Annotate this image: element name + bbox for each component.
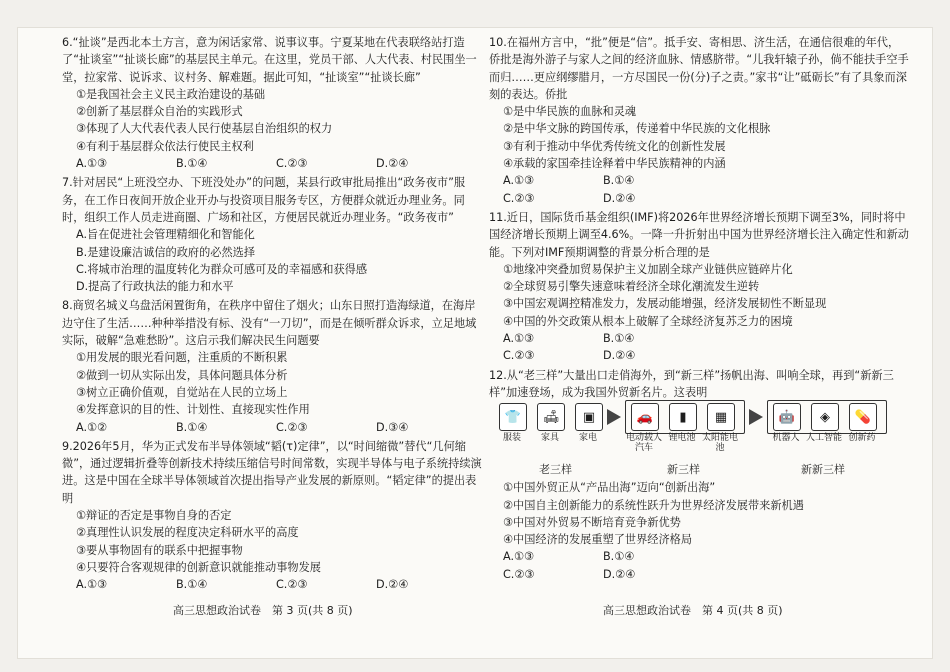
answer-choices — [489, 347, 909, 364]
trade-evolution-diagram — [489, 403, 909, 477]
option-3: ③树立正确价值观，自觉站在人民的立场上 — [76, 385, 288, 399]
answer-choices — [62, 576, 482, 593]
choice-d: D.②④ — [376, 157, 409, 171]
icon-label: 太阳能电池 — [701, 433, 738, 454]
option-1: ①是我国社会主义民主政治建设的基础 — [76, 87, 266, 101]
option-4: ④承载的家国牵挂诠释着中华民族精神的内涵 — [503, 157, 726, 171]
answer-choices — [489, 190, 909, 207]
question-stem: 6.“扯谈”是西北本土方言，意为闲话家常、说事议事。宁夏某地在代表联络站打造了“扯谈室”“扯谈长廊”的基层民主单元。在这里，党员干部、人大代表、村民围坐一堂，拉家常、说诉求、议村务、解难题。据此可知，“扯谈室”“扯谈长廊” — [62, 36, 477, 84]
medicine-icon: 💊 — [849, 403, 877, 431]
choice-b: B.①④ — [176, 420, 208, 434]
robot-icon: 🤖 — [773, 403, 801, 431]
choice-b: B.①④ — [176, 157, 208, 171]
option-3: ③中国对外贸易不断培育竞争新优势 — [503, 515, 681, 529]
icon-label: 家具 — [540, 433, 559, 444]
choice-a: A.①③ — [503, 550, 535, 564]
answer-choices — [489, 548, 909, 565]
answer-choices — [489, 172, 909, 189]
icon-label: 电动载人汽车 — [625, 433, 662, 454]
question-6 — [62, 34, 482, 172]
arrow-icon — [749, 409, 763, 425]
choice-d: D.②④ — [376, 578, 409, 592]
group-label-new: 新三样 — [667, 463, 700, 477]
option-3: ③体现了人大代表代表人民行使基层自治组织的权力 — [76, 122, 333, 136]
choice-a: A.①② — [76, 420, 108, 434]
choice-d: D.②④ — [603, 349, 636, 363]
choice-c: C.②③ — [503, 567, 535, 581]
exam-sheet — [18, 28, 932, 658]
question-8 — [62, 297, 482, 435]
question-10 — [489, 34, 909, 207]
option-2: ②做到一切从实际出发，具体问题具体分析 — [76, 368, 288, 382]
question-7 — [62, 174, 482, 295]
icon-label: 机器人 — [772, 433, 800, 444]
question-stem: 7.针对居民“上班没空办、下班没处办”的问题，某县行政审批局推出“政务夜市”服务，在工作日夜间开放企业开办与投资项目服务专区，方便群众就近办理业务。同时，组织工作人员走进商圈、广场和社区，方便居民就近办理业务。“政务夜市” — [62, 176, 466, 224]
left-page — [62, 34, 482, 596]
choice-b: B.①④ — [176, 578, 208, 592]
solar-panel-icon: ▦ — [707, 403, 735, 431]
icon-label: 创新药 — [848, 433, 876, 444]
clothing-icon: 👕 — [499, 403, 527, 431]
question-12 — [489, 367, 909, 583]
choice-c: C.②③ — [276, 420, 308, 434]
ai-chip-icon: ◈ — [811, 403, 839, 431]
option-4: ④有利于基层群众依法行使民主权利 — [76, 139, 254, 153]
appliance-icon: ▣ — [575, 403, 603, 431]
choice-a: A.①③ — [76, 157, 108, 171]
choice-c: C.②③ — [276, 578, 308, 592]
option-4: ④发挥意识的目的性、计划性、直接现实性作用 — [76, 403, 310, 417]
option-3: ③要从事物固有的联系中把握事物 — [76, 543, 243, 557]
choice-d: D.②④ — [603, 567, 636, 581]
option-2: ②真理性认识发展的程度决定科研水平的高度 — [76, 526, 299, 540]
question-stem: 12.从“老三样”大量出口走俏海外，到“新三样”扬帆出海、叫响全球，再到“新新三样”加速登场，成为我国外贸新名片。这表明 — [489, 368, 894, 399]
right-page — [489, 34, 909, 585]
choice-c: C.②③ — [276, 157, 308, 171]
option-a: A.旨在促进社会管理精细化和智能化 — [76, 228, 255, 242]
choice-a: A.①③ — [503, 174, 535, 188]
option-b: B.是建设廉洁诚信的政府的必然选择 — [76, 245, 256, 259]
option-1: ①是中华民族的血脉和灵魂 — [503, 105, 637, 119]
question-stem: 9.2026年5月，华为正式发布半导体领域“韬(τ)定律”，以“时间缩微”替代“几何缩微”，通过逻辑折叠等创新技术持续压缩信号时间常数，实现半导体与电子系统持续演进。这是中国在全球半导体领域首次提出指导产业发展的新原则。“韬定律”的提出表明 — [62, 439, 482, 505]
option-1: ①地缘冲突叠加贸易保护主义加剧全球产业链供应链碎片化 — [503, 262, 793, 276]
option-1: ①中国外贸正从“产品出海”迈向“创新出海” — [503, 481, 716, 495]
option-1: ①用发展的眼光看问题，注重质的不断积累 — [76, 351, 288, 365]
arrow-icon — [607, 409, 621, 425]
group-label-old: 老三样 — [539, 463, 572, 477]
choice-a: A.①③ — [503, 332, 535, 346]
question-stem: 11.近日，国际货币基金组织(IMF)将2026年世界经济增长预期下调至3%，同时将中国经济增长预期上调至4.6%。一降一升折射出中国为世界经济增长注入确定性和新动能。下列对IMF预期调整的背景分析合理的是 — [489, 210, 909, 259]
furniture-icon: 🛋 — [537, 403, 565, 431]
question-9 — [62, 438, 482, 594]
option-2: ②创新了基层群众自治的实践形式 — [76, 105, 243, 119]
question-stem: 8.商贸名城义乌盘活闲置街角，在秩序中留住了烟火；山东日照打造海绿道，在海岸边守住了生活……种种举措没有标、没有“一刀切”，而是在倾听群众诉求，立足地域实际，破解“急难愁盼”。这启示我们解决民生问题要 — [62, 299, 477, 348]
answer-choices — [62, 419, 482, 436]
choice-d: D.③④ — [376, 420, 409, 434]
answer-choices — [489, 330, 909, 347]
electric-car-icon: 🚗 — [631, 403, 659, 431]
option-4: ④中国经济的发展重塑了世界经济格局 — [503, 533, 693, 547]
choice-c: C.②③ — [503, 191, 535, 205]
choice-d: D.②④ — [603, 191, 636, 205]
group-label-newest: 新新三样 — [801, 463, 845, 477]
option-2: ②全球贸易引擎失速意味着经济全球化潮流发生逆转 — [503, 280, 760, 294]
icon-label: 服装 — [502, 433, 521, 444]
option-4: ④中国的外交政策从根本上破解了全球经济复苏乏力的困境 — [503, 314, 793, 328]
option-3: ③有利于推动中华优秀传统文化的创新性发展 — [503, 139, 726, 153]
choice-b: B.①④ — [603, 550, 635, 564]
choice-c: C.②③ — [503, 349, 535, 363]
option-3: ③中国宏观调控精准发力，发展动能增强，经济发展韧性不断显现 — [503, 297, 827, 311]
battery-icon: ▮ — [669, 403, 697, 431]
option-c: C.将城市治理的温度转化为群众可感可及的幸福感和获得感 — [76, 262, 368, 276]
choice-a: A.①③ — [76, 578, 108, 592]
answer-choices — [489, 566, 909, 583]
question-stem: 10.在福州方言中，“批”便是“信”。抵手安、寄相思、济生活，在通信很难的年代，侨批是海外游子与家人之间的经济血脉、情感脐带。“儿我轩辕子孙，倘不能扶手空手而归……更应纲缪腊月，一方尽国民一份(分)子之责。”家书“让”砥砺长”有了具象而深刻的表达。侨批 — [489, 36, 909, 101]
page-footer: 高三思想政治试卷 第 4 页(共 8 页) — [603, 604, 783, 617]
choice-b: B.①④ — [603, 332, 635, 346]
icon-label: 人工智能 — [805, 433, 842, 444]
option-d: D.提高了行政执法的能力和水平 — [76, 280, 234, 294]
icon-label: 锂电池 — [668, 433, 696, 444]
answer-choices — [62, 155, 482, 172]
option-2: ②中国自主创新能力的系统性跃升为世界经济发展带来新机遇 — [503, 498, 804, 512]
page-footer: 高三思想政治试卷 第 3 页(共 8 页) — [173, 604, 353, 617]
question-11 — [489, 209, 909, 365]
option-4: ④只要符合客观规律的创新意识就能推动事物发展 — [76, 560, 321, 574]
icon-label: 家电 — [578, 433, 597, 444]
option-1: ①辩证的否定是事物自身的否定 — [76, 509, 232, 523]
option-2: ②是中华文脉的跨国传承，传递着中华民族的文化根脉 — [503, 122, 771, 136]
choice-b: B.①④ — [603, 174, 635, 188]
